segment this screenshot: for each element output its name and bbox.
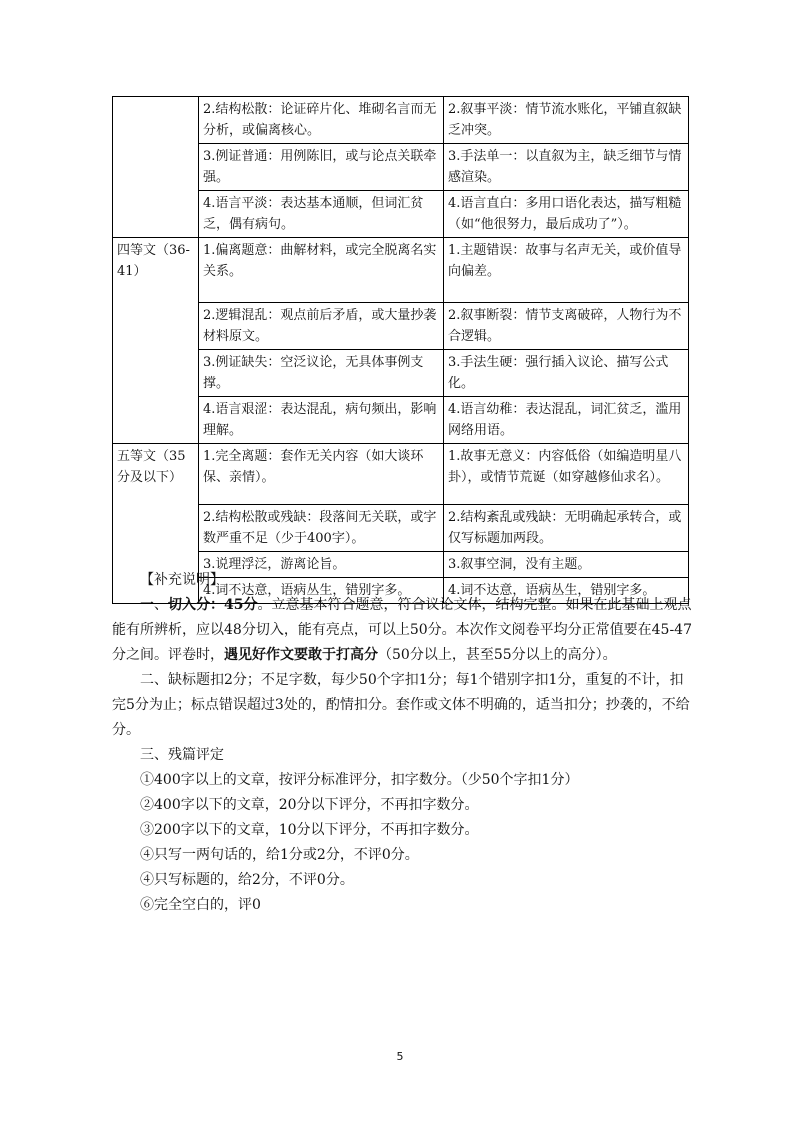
narrative-cell: 1.故事无意义：内容低俗（如编造明星八卦），或情节荒诞（如穿越修仙求名）。 (444, 444, 689, 505)
narrative-cell: 1.主题错误：故事与名声无关，或价值导向偏差。 (444, 238, 689, 303)
note-text: （50分以上，甚至55分以上的高分）。 (378, 647, 617, 663)
content-cell: 3.例证普通：用例陈旧，或与论点关联牵强。 (199, 144, 444, 191)
grade-cell: 四等文（36-41） (113, 238, 199, 444)
narrative-cell: 2.叙事断裂：情节支离破碎，人物行为不合逻辑。 (444, 303, 689, 350)
table-row (113, 144, 689, 191)
note-paragraph-3: 三、残篇评定 (140, 747, 224, 763)
table-row (113, 397, 689, 444)
content-cell: 2.结构松散或残缺：段落间无关联，或字数严重不足（少于400字）。 (199, 505, 444, 552)
list-item: ③200字以下的文章，10分以下评分，不再扣字数分。 (140, 822, 479, 838)
table-row (113, 303, 689, 350)
content-cell: 4.词不达意，语病丛生，错别字多。 (199, 578, 444, 604)
list-item: ④只写一两句话的，给1分或2分，不评0分。 (140, 847, 419, 863)
table-row (113, 444, 689, 505)
content-cell: 2.逻辑混乱：观点前后矛盾，或大量抄袭材料原文。 (199, 303, 444, 350)
narrative-cell: 3.手法单一：以直叙为主，缺乏细节与情感渲染。 (444, 144, 689, 191)
content-cell: 2.结构松散：论证碎片化、堆砌名言而无分析，或偏离核心。 (199, 97, 444, 144)
content-cell: 4.语言平淡：表达基本通顺，但词汇贫乏，偶有病句。 (199, 191, 444, 238)
content-cell: 1.偏离题意：曲解材料，或完全脱离名实关系。 (199, 238, 444, 303)
narrative-cell: 3.手法生硬：强行插入议论、描写公式化。 (444, 350, 689, 397)
list-item: ④只写标题的，给2分，不评0分。 (140, 872, 354, 888)
table-row (113, 191, 689, 238)
grade-cell (113, 97, 199, 238)
grade-cell: 五等文（35分及以下） (113, 444, 199, 604)
list-item: ②400字以下的文章，20分以下评分，不再扣字数分。 (140, 797, 479, 813)
list-item: ⑥完全空白的，评0 (140, 897, 261, 913)
table-row (113, 97, 689, 144)
high-score-emphasis: 遇见好作文要敢于打高分 (224, 647, 378, 663)
table-row (113, 505, 689, 552)
supplementary-notes (112, 568, 692, 918)
narrative-cell: 4.语言直白：多用口语化表达，描写粗糙（如“他很努力，最后成功了”）。 (444, 191, 689, 238)
page-number: 5 (396, 1050, 404, 1063)
narrative-cell: 2.叙事平淡：情节流水账化，平铺直叙缺乏冲突。 (444, 97, 689, 144)
content-cell: 4.语言艰涩：表达混乱，病句频出，影响理解。 (199, 397, 444, 444)
base-score-label: 切入分：45分 (168, 597, 258, 613)
content-cell: 3.说理浮泛，游离论旨。 (199, 552, 444, 578)
note-text: 。立意基本符合题意，符合议论文体，结构完整。如果在此基础上观点能有所辨析，应以48分切入，能有亮点，可以上50分。本次作文阅卷平均分正常值要在45-47分之间。评卷时， (112, 597, 692, 663)
list-item: ①400字以上的文章，按评分标准评分，扣字数分。（少50个字扣1分） (140, 772, 579, 788)
narrative-cell: 4.词不达意，语病丛生，错别字多。 (444, 578, 689, 604)
content-cell: 1.完全离题：套作无关内容（如大谈环保、亲情）。 (199, 444, 444, 505)
narrative-cell: 4.语言幼稚：表达混乱，词汇贫乏，滥用网络用语。 (444, 397, 689, 444)
table-row (113, 238, 689, 303)
notes-heading: 【补充说明】 (140, 572, 224, 588)
note-paragraph-1 (112, 593, 692, 668)
content-cell: 3.例证缺失：空泛议论，无具体事例支撑。 (199, 350, 444, 397)
table-row (113, 350, 689, 397)
note-paragraph-2: 二、缺标题扣2分；不足字数，每少50个字扣1分；每1个错别字扣1分，重复的不计，扣完5分为止；标点错误超过3处的，酌情扣分。套作或文体不明确的，适当扣分；抄袭的，不给分。 (112, 672, 690, 738)
note-lead: 一、 (140, 597, 168, 613)
grading-table (112, 96, 689, 604)
narrative-cell: 3.叙事空洞，没有主题。 (444, 552, 689, 578)
narrative-cell: 2.结构紊乱或残缺：无明确起承转合，或仅写标题加两段。 (444, 505, 689, 552)
